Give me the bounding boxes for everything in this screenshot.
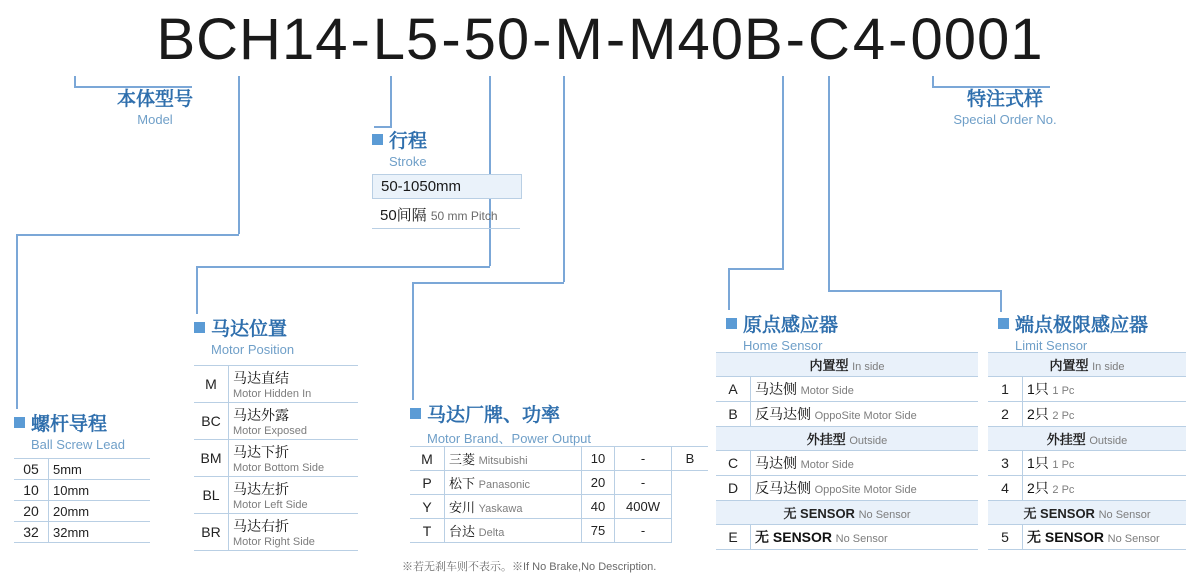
limit-sensor-key: 4 <box>988 476 1023 501</box>
lead-value: 5mm <box>49 459 151 480</box>
table-row <box>988 525 1186 550</box>
motor-brake-code <box>672 519 709 543</box>
limit-sensor-group-outside-label <box>988 427 1186 451</box>
lead-value: 20mm <box>49 501 151 522</box>
leader-limit-vertical-top <box>828 76 830 290</box>
motor-power-code: 20 <box>582 471 615 495</box>
leader-stroke-vertical <box>390 76 392 126</box>
callout-home-sensor <box>726 310 838 353</box>
motor-position-cn: 马达外露 <box>233 407 289 423</box>
table-row <box>988 402 1186 427</box>
motor-brand-name <box>445 495 582 519</box>
motor-brand-cn: 台达 <box>449 524 476 539</box>
home-sensor-cn: 马达侧 <box>755 381 797 397</box>
motor-position-value <box>229 366 359 403</box>
motor-position-key: BL <box>194 477 229 514</box>
limit-sensor-key: 1 <box>988 377 1023 402</box>
table-row <box>194 403 358 440</box>
table-row <box>716 377 978 402</box>
home-sensor-table <box>716 352 978 550</box>
leader-limit-horizontal <box>828 290 1000 292</box>
lead-value: 32mm <box>49 522 151 543</box>
lead-key: 20 <box>14 501 49 522</box>
home-sensor-group-none-cn: 无 SENSOR <box>783 506 855 521</box>
limit-sensor-value <box>1023 476 1187 501</box>
motor-power-value: - <box>615 471 672 495</box>
table-row <box>410 519 708 543</box>
motor-brand-en: Mitsubishi <box>478 455 528 467</box>
home-sensor-en: No Sensor <box>835 533 888 545</box>
callout-model <box>60 84 250 127</box>
limit-sensor-cn: 无 SENSOR <box>1027 529 1105 545</box>
pn-dash-2: - <box>441 7 462 72</box>
home-sensor-key: A <box>716 377 751 402</box>
pn-seg-limit-sensor: 4 <box>852 7 887 72</box>
pn-seg-model: BCH14 <box>156 7 349 72</box>
motor-brand-cn: 松下 <box>449 476 476 491</box>
table-row <box>194 366 358 403</box>
pn-seg-motor-brand: M40B <box>628 7 784 72</box>
limit-sensor-group-inside <box>988 353 1186 377</box>
limit-sensor-cn: 2只 <box>1027 406 1049 422</box>
home-sensor-key: B <box>716 402 751 427</box>
motor-position-cn: 马达左折 <box>233 481 289 497</box>
motor-brand-cn: 安川 <box>449 500 476 515</box>
table-row <box>14 522 150 543</box>
table-row <box>988 476 1186 501</box>
pn-dash-3: - <box>532 7 553 72</box>
home-sensor-group-outside-cn: 外挂型 <box>806 432 846 447</box>
table-row <box>716 525 978 550</box>
callout-ball-screw-lead-cn: 螺杆导程 <box>31 414 108 435</box>
table-row <box>194 514 358 551</box>
motor-position-en: Motor Hidden In <box>233 388 312 400</box>
motor-position-cn: 马达直结 <box>233 370 289 386</box>
limit-sensor-en: No Sensor <box>1107 533 1160 545</box>
stroke-pitch-en: 50 mm Pitch <box>430 209 498 223</box>
motor-brand-name <box>445 471 582 495</box>
callout-motor-brand <box>410 400 591 447</box>
home-sensor-cn: 反马达侧 <box>755 406 811 422</box>
limit-sensor-en: 2 Pc <box>1052 484 1075 496</box>
callout-stroke <box>372 126 427 169</box>
callout-limit-sensor <box>998 310 1148 353</box>
motor-brand-en: Delta <box>478 527 505 539</box>
motor-position-key: BR <box>194 514 229 551</box>
motor-power-code: 75 <box>582 519 615 543</box>
table-row <box>14 501 150 522</box>
motor-brand-key: M <box>410 447 445 471</box>
bullet-square-icon <box>410 408 421 419</box>
callout-limit-sensor-cn: 端点极限感应器 <box>1015 315 1149 336</box>
callout-limit-sensor-en: Limit Sensor <box>1015 338 1088 353</box>
limit-sensor-en: 2 Pc <box>1052 410 1075 422</box>
motor-brand-name <box>445 447 582 471</box>
limit-sensor-cn: 1只 <box>1027 455 1049 471</box>
callout-model-en: Model <box>137 112 173 127</box>
home-sensor-group-outside-label <box>716 427 978 451</box>
home-sensor-group-inside <box>716 353 978 377</box>
limit-sensor-value <box>1023 402 1187 427</box>
limit-sensor-group-outside-cn: 外挂型 <box>1046 432 1086 447</box>
stroke-pitch-cn: 50间隔 <box>380 207 427 224</box>
motor-position-key: BC <box>194 403 229 440</box>
callout-model-cn: 本体型号 <box>116 89 193 110</box>
leader-motorpos-horizontal <box>196 266 490 268</box>
leader-motorbrand-horizontal <box>412 282 564 284</box>
motor-position-en: Motor Left Side <box>233 499 308 511</box>
motor-position-cn: 马达右折 <box>233 518 289 534</box>
limit-sensor-key: 2 <box>988 402 1023 427</box>
bullet-square-icon <box>726 318 737 329</box>
motor-position-table <box>194 365 358 551</box>
pn-seg-stroke: 50 <box>463 7 531 72</box>
callout-ball-screw-lead <box>14 409 125 452</box>
pn-seg-special: 0001 <box>910 7 1044 72</box>
home-sensor-group-outside-en: Outside <box>849 435 888 447</box>
motor-brand-key: P <box>410 471 445 495</box>
stroke-range-box <box>372 174 522 199</box>
limit-sensor-group-outside-en: Outside <box>1089 435 1128 447</box>
motor-brand-table <box>410 446 708 543</box>
pn-dash-5: - <box>785 7 806 72</box>
home-sensor-value <box>751 377 979 402</box>
motor-brand-key: T <box>410 519 445 543</box>
limit-sensor-group-none-label <box>988 501 1186 525</box>
lead-value: 10mm <box>49 480 151 501</box>
table-row <box>194 440 358 477</box>
leader-lead-horizontal <box>16 234 239 236</box>
limit-sensor-value <box>1023 377 1187 402</box>
leader-lead-vertical-down <box>16 234 18 409</box>
home-sensor-group-inside-en: In side <box>852 361 885 373</box>
lead-key: 05 <box>14 459 49 480</box>
bullet-square-icon <box>194 322 205 333</box>
table-row <box>14 459 150 480</box>
callout-motor-position-cn: 马达位置 <box>211 319 288 340</box>
limit-sensor-group-none-cn: 无 SENSOR <box>1023 506 1095 521</box>
home-sensor-value <box>751 525 979 550</box>
limit-sensor-value <box>1023 451 1187 476</box>
home-sensor-en: OppoSite Motor Side <box>814 484 917 496</box>
leader-motorbrand-vertical-down <box>412 282 414 400</box>
home-sensor-en: Motor Side <box>800 459 854 471</box>
limit-sensor-group-outside <box>988 427 1186 451</box>
leader-motorbrand-vertical-top <box>563 76 565 282</box>
table-row <box>988 377 1186 402</box>
motor-brand-cn: 三菱 <box>449 452 476 467</box>
leader-motorpos-vertical-down <box>196 266 198 314</box>
home-sensor-group-none <box>716 501 978 525</box>
callout-home-sensor-cn: 原点感应器 <box>743 315 839 336</box>
motor-brand-en: Yaskawa <box>478 503 523 515</box>
motor-position-value <box>229 403 359 440</box>
home-sensor-cn: 马达侧 <box>755 455 797 471</box>
home-sensor-group-inside-cn: 内置型 <box>809 358 849 373</box>
motor-position-en: Motor Exposed <box>233 425 307 437</box>
table-row <box>14 480 150 501</box>
lead-key: 10 <box>14 480 49 501</box>
home-sensor-value <box>751 476 979 501</box>
pn-dash-4: - <box>605 7 627 72</box>
callout-special-order-cn: 特注式样 <box>966 89 1043 110</box>
bullet-square-icon <box>372 134 383 145</box>
motor-power-value: - <box>615 519 672 543</box>
pn-seg-lead: L5 <box>372 7 440 72</box>
pn-dash-6: - <box>888 7 909 72</box>
motor-position-cn: 马达下折 <box>233 444 289 460</box>
limit-sensor-value <box>1023 525 1187 550</box>
part-number <box>0 6 1200 73</box>
home-sensor-group-inside-label <box>716 353 978 377</box>
callout-home-sensor-en: Home Sensor <box>743 338 823 353</box>
home-sensor-value <box>751 402 979 427</box>
home-sensor-cn: 反马达侧 <box>755 480 811 496</box>
home-sensor-en: OppoSite Motor Side <box>814 410 917 422</box>
motor-position-key: M <box>194 366 229 403</box>
bullet-square-icon <box>14 417 25 428</box>
pn-seg-motor-position: M <box>554 7 604 72</box>
leader-limit-vertical-down <box>1000 290 1002 312</box>
motor-brand-name <box>445 519 582 543</box>
motor-brake-code: B <box>672 447 709 471</box>
leader-home-horizontal <box>728 268 784 270</box>
limit-sensor-group-inside-en: In side <box>1092 361 1125 373</box>
home-sensor-group-none-label <box>716 501 978 525</box>
callout-special-order <box>905 84 1105 127</box>
table-row <box>716 476 978 501</box>
limit-sensor-group-none <box>988 501 1186 525</box>
table-row <box>410 471 708 495</box>
stroke-pitch-box <box>372 201 520 229</box>
limit-sensor-key: 3 <box>988 451 1023 476</box>
callout-motor-brand-en: Motor Brand、Power Output <box>427 431 592 446</box>
callout-motor-position-en: Motor Position <box>211 342 295 357</box>
home-sensor-key: C <box>716 451 751 476</box>
limit-sensor-en: 1 Pc <box>1052 459 1075 471</box>
pn-dash-1: - <box>350 7 371 72</box>
leader-motorpos-vertical-top <box>489 76 491 266</box>
motor-position-value <box>229 477 359 514</box>
callout-special-order-en: Special Order No. <box>953 112 1057 127</box>
callout-stroke-cn: 行程 <box>389 131 428 152</box>
limit-sensor-group-inside-label <box>988 353 1186 377</box>
leader-home-vertical-top <box>782 76 784 268</box>
motor-power-code: 40 <box>582 495 615 519</box>
motor-brake-code <box>672 495 709 519</box>
motor-power-value: 400W <box>615 495 672 519</box>
callout-ball-screw-lead-en: Ball Screw Lead <box>31 437 125 452</box>
leader-home-vertical-down <box>728 268 730 310</box>
table-row <box>716 402 978 427</box>
bullet-square-icon <box>998 318 1009 329</box>
callout-motor-brand-cn: 马达厂牌、功率 <box>427 405 561 426</box>
limit-sensor-en: 1 Pc <box>1052 385 1075 397</box>
motor-brand-note: ※若无刹车则不表示。※If No Brake,No Description. <box>402 561 657 573</box>
table-row <box>716 451 978 476</box>
motor-position-key: BM <box>194 440 229 477</box>
lead-key: 32 <box>14 522 49 543</box>
pn-seg-home-sensor: C <box>807 7 851 72</box>
motor-position-value <box>229 440 359 477</box>
home-sensor-key: E <box>716 525 751 550</box>
limit-sensor-group-none-en: No Sensor <box>1098 509 1151 521</box>
table-row <box>410 447 708 471</box>
limit-sensor-group-inside-cn: 内置型 <box>1049 358 1089 373</box>
motor-brand-en: Panasonic <box>478 479 531 491</box>
limit-sensor-cn: 1只 <box>1027 381 1049 397</box>
motor-position-en: Motor Right Side <box>233 536 315 548</box>
limit-sensor-key: 5 <box>988 525 1023 550</box>
motor-position-value <box>229 514 359 551</box>
callout-motor-position <box>194 314 294 357</box>
motor-brake-code <box>672 471 709 495</box>
ball-screw-lead-table <box>14 458 150 543</box>
home-sensor-cn: 无 SENSOR <box>755 529 833 545</box>
motor-power-code: 10 <box>582 447 615 471</box>
home-sensor-en: Motor Side <box>800 385 854 397</box>
stroke-range-value: 50-1050mm <box>381 178 462 195</box>
home-sensor-group-outside <box>716 427 978 451</box>
motor-brand-key: Y <box>410 495 445 519</box>
limit-sensor-cn: 2只 <box>1027 480 1049 496</box>
callout-stroke-en: Stroke <box>389 154 427 169</box>
home-sensor-value <box>751 451 979 476</box>
table-row <box>194 477 358 514</box>
motor-position-en: Motor Bottom Side <box>233 462 325 474</box>
table-row <box>988 451 1186 476</box>
home-sensor-group-none-en: No Sensor <box>858 509 911 521</box>
motor-power-value: - <box>615 447 672 471</box>
table-row <box>410 495 708 519</box>
limit-sensor-table <box>988 352 1186 550</box>
home-sensor-key: D <box>716 476 751 501</box>
